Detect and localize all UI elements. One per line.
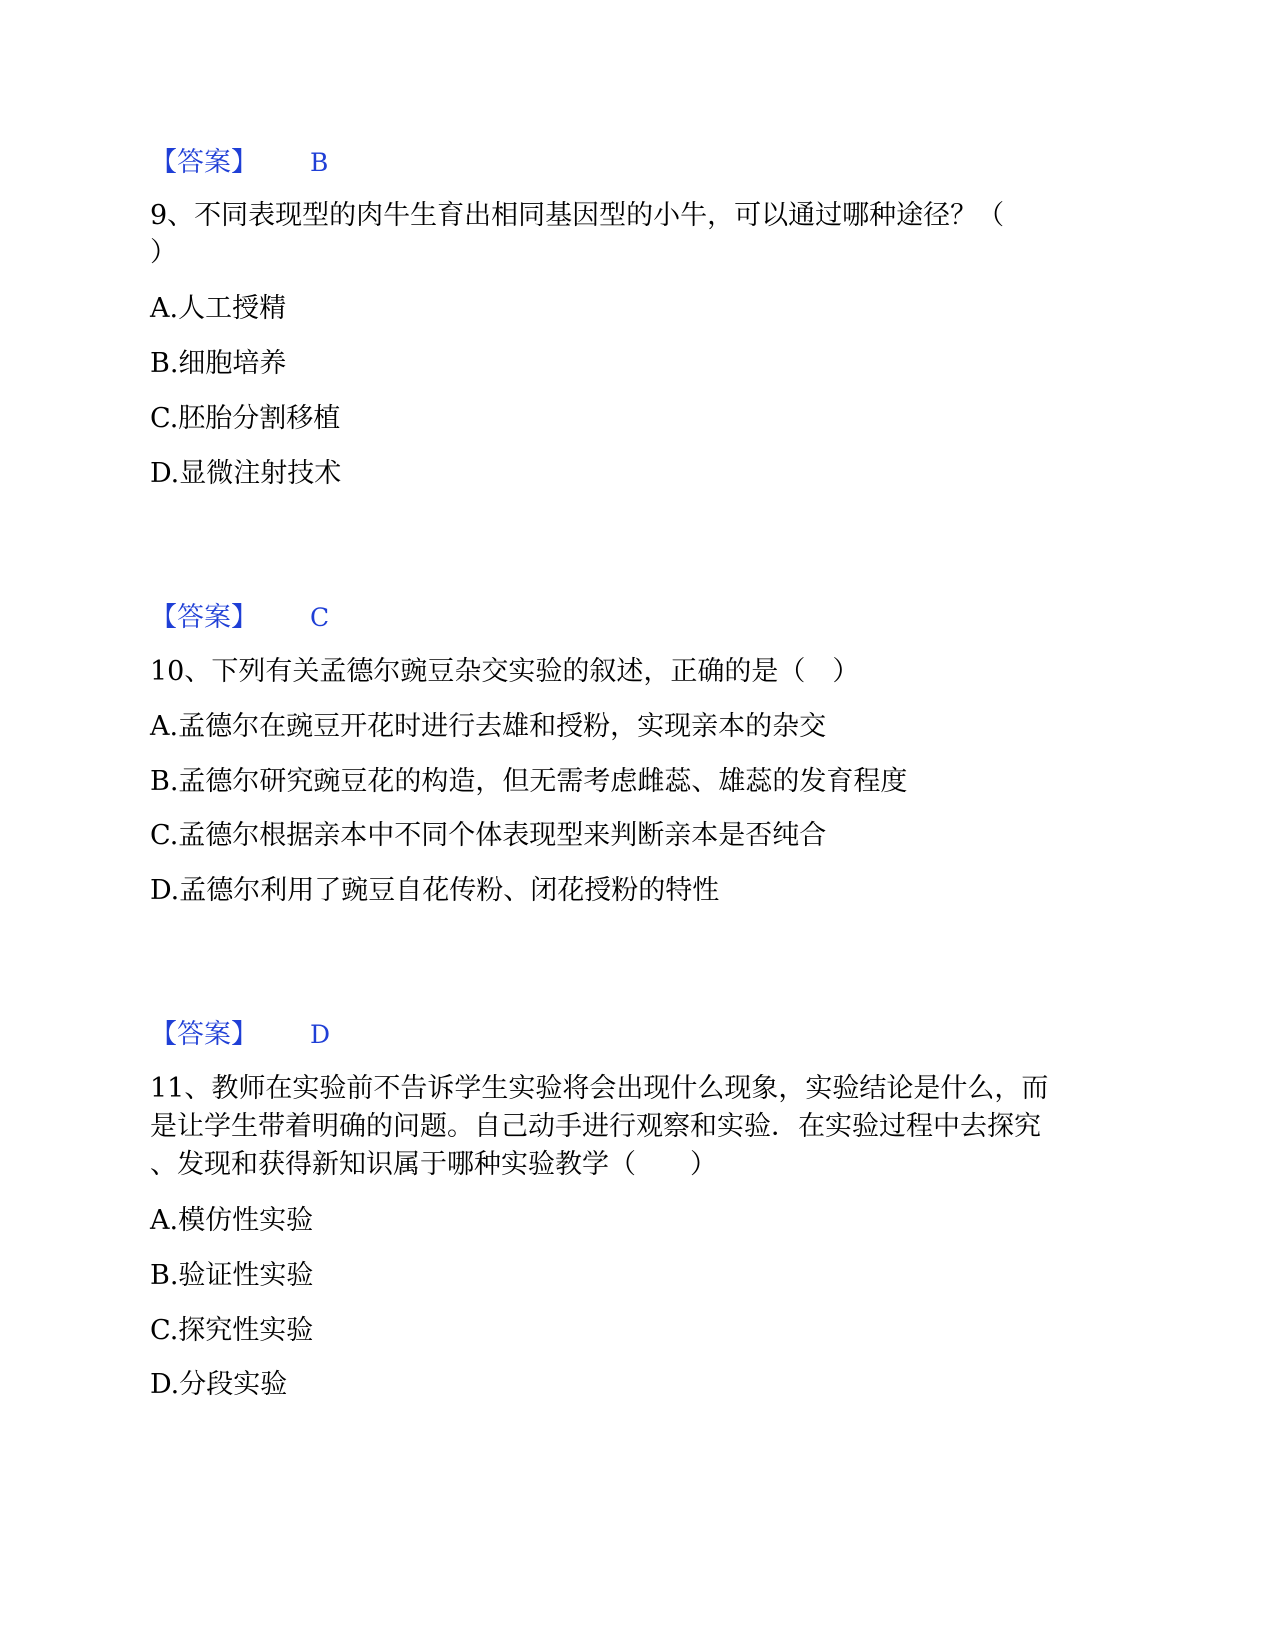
question-9-option-c: C.胚胎分割移植 — [150, 403, 341, 434]
question-10-option-d: D.孟德尔利用了豌豆自花传粉、闭花授粉的特性 — [150, 875, 720, 906]
answer-label: 【答案】 — [150, 1019, 258, 1050]
question-11-option-b: B.验证性实验 — [150, 1260, 314, 1291]
question-9-line-1: 9、不同表现型的肉牛生育出相同基因型的小牛，可以通过哪种途径？（ — [150, 200, 1005, 231]
question-10-option-a: A.孟德尔在豌豆开花时进行去雄和授粉，实现亲本的杂交 — [150, 711, 827, 742]
question-10-option-b: B.孟德尔研究豌豆花的构造，但无需考虑雌蕊、雄蕊的发育程度 — [150, 766, 908, 797]
question-9-line-2: ） — [150, 237, 177, 268]
question-11-option-c: C.探究性实验 — [150, 1315, 314, 1346]
answer-line — [150, 1017, 330, 1053]
question-10-line-1: 10、下列有关孟德尔豌豆杂交实验的叙述，正确的是（ ） — [150, 656, 860, 687]
question-11-option-d: D.分段实验 — [150, 1369, 288, 1400]
question-11-line-3: 、发现和获得新知识属于哪种实验教学（ ） — [150, 1149, 717, 1180]
answer-label: 【答案】 — [150, 147, 258, 178]
question-9-option-b: B.细胞培养 — [150, 348, 287, 379]
answer-line — [150, 145, 328, 181]
question-11-line-1: 11、教师在实验前不告诉学生实验将会出现什么现象，实验结论是什么，而 — [150, 1073, 1049, 1104]
question-11-option-a: A.模仿性实验 — [150, 1205, 314, 1236]
answer-label: 【答案】 — [150, 602, 258, 633]
question-11-line-2: 是让学生带着明确的问题。自己动手进行观察和实验．在实验过程中去探究 — [150, 1111, 1041, 1142]
question-9-option-d: D.显微注射技术 — [150, 458, 342, 489]
answer-value: B — [310, 148, 329, 177]
answer-value: D — [310, 1020, 331, 1049]
question-9-option-a: A.人工授精 — [150, 293, 287, 324]
question-10-option-c: C.孟德尔根据亲本中不同个体表现型来判断亲本是否纯合 — [150, 820, 827, 851]
answer-line — [150, 600, 329, 636]
answer-value: C — [310, 603, 330, 632]
